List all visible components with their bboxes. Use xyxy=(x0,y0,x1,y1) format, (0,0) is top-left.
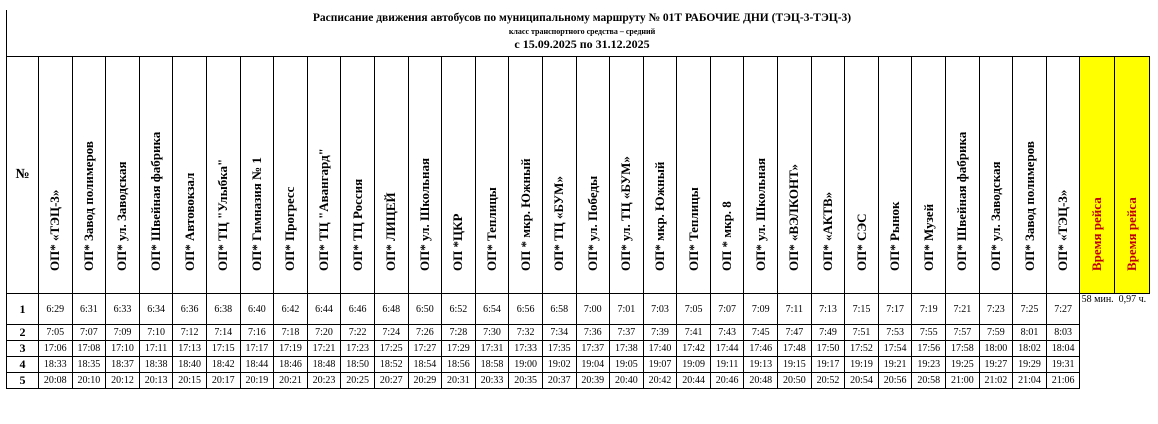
stop-name: ОП* «ТЭЦ-3» xyxy=(1055,189,1071,271)
column-header-stop xyxy=(878,57,912,294)
stop-name: ОП* Теплицы xyxy=(484,187,500,271)
column-header-number: № xyxy=(7,57,39,294)
departure-time: 7:05 xyxy=(677,294,711,325)
column-header-stop xyxy=(173,57,207,294)
departure-time: 7:41 xyxy=(677,325,711,341)
departure-time: 7:57 xyxy=(946,325,980,341)
stop-name: ОП * мкр. 8 xyxy=(719,201,735,271)
column-header-stop xyxy=(610,57,644,294)
departure-time: 19:21 xyxy=(878,357,912,373)
column-header-stop xyxy=(240,57,274,294)
departure-time: 19:23 xyxy=(912,357,946,373)
departure-time: 19:07 xyxy=(643,357,677,373)
trip-number: 2 xyxy=(7,325,39,341)
column-header-stop xyxy=(1013,57,1047,294)
trip-time-label: Время рейса xyxy=(1089,197,1105,271)
stop-name: ОП* СЭС xyxy=(853,213,869,271)
departure-time: 17:08 xyxy=(72,341,106,357)
departure-time: 17:48 xyxy=(778,341,812,357)
column-header-trip-time xyxy=(1115,57,1150,294)
departure-time: 19:09 xyxy=(677,357,711,373)
departure-time: 18:33 xyxy=(39,357,73,373)
stop-name: ОП* Завод полимеров xyxy=(1021,141,1037,271)
departure-time: 18:50 xyxy=(341,357,375,373)
column-header-stop xyxy=(442,57,476,294)
stop-name: ОП* ул. Школьная xyxy=(416,157,432,271)
departure-time: 19:02 xyxy=(542,357,576,373)
departure-time: 17:42 xyxy=(677,341,711,357)
departure-time: 20:31 xyxy=(442,373,476,389)
schedule-header xyxy=(6,10,1157,56)
departure-time: 7:19 xyxy=(912,294,946,325)
departure-time: 17:44 xyxy=(710,341,744,357)
trip-number: 1 xyxy=(7,294,39,325)
departure-time: 6:58 xyxy=(542,294,576,325)
departure-time: 20:25 xyxy=(341,373,375,389)
departure-time: 7:47 xyxy=(778,325,812,341)
empty-cell xyxy=(1080,357,1115,373)
departure-time: 7:09 xyxy=(106,325,140,341)
departure-time: 19:19 xyxy=(845,357,879,373)
trip-number: 5 xyxy=(7,373,39,389)
table-row xyxy=(7,357,1150,373)
departure-time: 17:46 xyxy=(744,341,778,357)
departure-time: 17:35 xyxy=(542,341,576,357)
stop-name: ОП* Рынок xyxy=(887,201,903,271)
departure-time: 17:23 xyxy=(341,341,375,357)
stop-name: ОП* ЛИЦЕЙ xyxy=(383,192,399,271)
departure-time: 7:01 xyxy=(610,294,644,325)
departure-time: 7:14 xyxy=(206,325,240,341)
departure-time: 7:20 xyxy=(307,325,341,341)
stop-name: ОП* Автовокзал xyxy=(181,172,197,271)
departure-time: 7:07 xyxy=(72,325,106,341)
departure-time: 20:54 xyxy=(845,373,879,389)
stop-name: ОП* Швейная фабрика xyxy=(148,131,164,271)
stop-name: ОП* «ТЭЦ-3» xyxy=(47,189,63,271)
departure-time: 17:27 xyxy=(408,341,442,357)
departure-time: 20:13 xyxy=(139,373,173,389)
departure-time: 19:31 xyxy=(1046,357,1080,373)
column-header-stop xyxy=(509,57,543,294)
departure-time: 20:10 xyxy=(72,373,106,389)
departure-time: 7:07 xyxy=(710,294,744,325)
departure-time: 17:13 xyxy=(173,341,207,357)
departure-time: 20:37 xyxy=(542,373,576,389)
column-header-stop xyxy=(845,57,879,294)
departure-time: 20:17 xyxy=(206,373,240,389)
departure-time: 18:56 xyxy=(442,357,476,373)
empty-cell xyxy=(1115,373,1150,389)
departure-time: 17:56 xyxy=(912,341,946,357)
departure-time: 20:50 xyxy=(778,373,812,389)
departure-time: 7:36 xyxy=(576,325,610,341)
departure-time: 18:00 xyxy=(979,341,1013,357)
departure-time: 21:06 xyxy=(1046,373,1080,389)
departure-time: 6:48 xyxy=(374,294,408,325)
departure-time: 20:42 xyxy=(643,373,677,389)
departure-time: 17:06 xyxy=(39,341,73,357)
departure-time: 18:58 xyxy=(475,357,509,373)
departure-time: 18:02 xyxy=(1013,341,1047,357)
stop-name: ОП* ул. Заводская xyxy=(987,161,1003,271)
departure-time: 21:00 xyxy=(946,373,980,389)
departure-time: 7:12 xyxy=(173,325,207,341)
departure-time: 17:10 xyxy=(106,341,140,357)
stop-name: ОП* мкр. Южный xyxy=(651,161,667,271)
departure-time: 7:43 xyxy=(710,325,744,341)
date-range: с 15.09.2025 по 31.12.2025 xyxy=(514,37,650,51)
departure-time: 19:00 xyxy=(509,357,543,373)
departure-time: 17:33 xyxy=(509,341,543,357)
departure-time: 20:33 xyxy=(475,373,509,389)
departure-time: 7:16 xyxy=(240,325,274,341)
departure-time: 20:44 xyxy=(677,373,711,389)
column-header-stop xyxy=(139,57,173,294)
column-header-stop xyxy=(912,57,946,294)
column-header-stop xyxy=(39,57,73,294)
stop-name: ОП* ул. Победы xyxy=(584,175,600,271)
column-header-stop xyxy=(643,57,677,294)
departure-time: 7:27 xyxy=(1046,294,1080,325)
table-row xyxy=(7,325,1150,341)
column-header-stop xyxy=(206,57,240,294)
column-header-stop xyxy=(542,57,576,294)
departure-time: 7:32 xyxy=(509,325,543,341)
column-header-stop xyxy=(106,57,140,294)
departure-time: 17:29 xyxy=(442,341,476,357)
departure-time: 20:35 xyxy=(509,373,543,389)
departure-time: 19:25 xyxy=(946,357,980,373)
departure-time: 7:00 xyxy=(576,294,610,325)
departure-time: 6:42 xyxy=(274,294,308,325)
departure-time: 7:45 xyxy=(744,325,778,341)
stop-name: ОП* Прогресс xyxy=(282,186,298,271)
departure-time: 18:54 xyxy=(408,357,442,373)
departure-time: 7:55 xyxy=(912,325,946,341)
departure-time: 6:34 xyxy=(139,294,173,325)
column-header-stop xyxy=(710,57,744,294)
departure-time: 20:15 xyxy=(173,373,207,389)
trip-duration-hours: 0,97 ч. xyxy=(1118,294,1147,305)
departure-time: 7:25 xyxy=(1013,294,1047,325)
departure-time: 7:26 xyxy=(408,325,442,341)
stop-name: ОП * мкр. Южный xyxy=(517,158,533,271)
departure-time: 17:37 xyxy=(576,341,610,357)
empty-cell xyxy=(1115,357,1150,373)
column-header-stop xyxy=(677,57,711,294)
column-header-stop xyxy=(946,57,980,294)
column-header-stop xyxy=(374,57,408,294)
departure-time: 17:54 xyxy=(878,341,912,357)
stop-name: ОП* ТЦ «БУМ» xyxy=(551,176,567,271)
departure-time: 19:27 xyxy=(979,357,1013,373)
departure-time: 21:04 xyxy=(1013,373,1047,389)
departure-time: 20:40 xyxy=(610,373,644,389)
departure-time: 7:11 xyxy=(778,294,812,325)
departure-time: 19:13 xyxy=(744,357,778,373)
departure-time: 20:23 xyxy=(307,373,341,389)
stop-name: ОП* Музей xyxy=(920,203,936,271)
departure-time: 6:29 xyxy=(39,294,73,325)
departure-time: 7:13 xyxy=(811,294,845,325)
departure-time: 7:23 xyxy=(979,294,1013,325)
departure-time: 6:56 xyxy=(509,294,543,325)
departure-time: 7:10 xyxy=(139,325,173,341)
column-header-stop xyxy=(1046,57,1080,294)
departure-time: 7:51 xyxy=(845,325,879,341)
departure-time: 18:52 xyxy=(374,357,408,373)
departure-time: 6:50 xyxy=(408,294,442,325)
table-row xyxy=(7,341,1150,357)
departure-time: 7:34 xyxy=(542,325,576,341)
departure-time: 18:46 xyxy=(274,357,308,373)
schedule-table xyxy=(6,56,1150,389)
departure-time: 18:38 xyxy=(139,357,173,373)
departure-time: 18:37 xyxy=(106,357,140,373)
departure-time: 17:11 xyxy=(139,341,173,357)
departure-time: 6:36 xyxy=(173,294,207,325)
stop-name: ОП* Гимназия № 1 xyxy=(248,157,264,271)
departure-time: 6:52 xyxy=(442,294,476,325)
table-row xyxy=(7,294,1150,325)
empty-cell xyxy=(1080,341,1115,357)
departure-time: 7:37 xyxy=(610,325,644,341)
departure-time: 7:15 xyxy=(845,294,879,325)
departure-time: 6:54 xyxy=(475,294,509,325)
departure-time: 18:04 xyxy=(1046,341,1080,357)
departure-time: 7:49 xyxy=(811,325,845,341)
departure-time: 20:12 xyxy=(106,373,140,389)
stop-name: ОП* «АКТВ» xyxy=(819,191,835,271)
departure-time: 20:21 xyxy=(274,373,308,389)
departure-time: 6:46 xyxy=(341,294,375,325)
departure-time: 6:44 xyxy=(307,294,341,325)
departure-time: 21:02 xyxy=(979,373,1013,389)
departure-time: 20:46 xyxy=(710,373,744,389)
departure-time: 7:05 xyxy=(39,325,73,341)
column-header-trip-time xyxy=(1080,57,1115,294)
departure-time: 19:15 xyxy=(778,357,812,373)
table-row xyxy=(7,373,1150,389)
column-header-stop xyxy=(307,57,341,294)
stop-name: ОП* «ВЭЛКОНТ» xyxy=(786,164,802,271)
departure-time: 18:40 xyxy=(173,357,207,373)
column-header-stop xyxy=(341,57,375,294)
stop-name: ОП* ТЦ "Авангард" xyxy=(316,148,332,271)
departure-time: 20:27 xyxy=(374,373,408,389)
departure-time: 8:01 xyxy=(1013,325,1047,341)
stop-name: ОП* ул. ТЦ «БУМ» xyxy=(618,156,634,271)
departure-time: 20:08 xyxy=(39,373,73,389)
departure-time: 19:17 xyxy=(811,357,845,373)
stop-name: ОП* ТЦ "Улыбка" xyxy=(215,158,231,271)
departure-time: 7:24 xyxy=(374,325,408,341)
departure-time: 7:28 xyxy=(442,325,476,341)
empty-cell xyxy=(1080,325,1115,341)
departure-time: 19:11 xyxy=(710,357,744,373)
departure-time: 17:50 xyxy=(811,341,845,357)
departure-time: 18:42 xyxy=(206,357,240,373)
departure-time: 17:21 xyxy=(307,341,341,357)
departure-time: 17:17 xyxy=(240,341,274,357)
departure-time: 7:30 xyxy=(475,325,509,341)
departure-time: 7:53 xyxy=(878,325,912,341)
stop-name: ОП *ЦКР xyxy=(450,213,466,271)
departure-time: 7:18 xyxy=(274,325,308,341)
departure-time: 20:58 xyxy=(912,373,946,389)
trip-number: 3 xyxy=(7,341,39,357)
departure-time: 7:03 xyxy=(643,294,677,325)
departure-time: 19:04 xyxy=(576,357,610,373)
departure-time: 17:52 xyxy=(845,341,879,357)
departure-time: 7:21 xyxy=(946,294,980,325)
departure-time: 6:38 xyxy=(206,294,240,325)
departure-time: 6:31 xyxy=(72,294,106,325)
column-header-stop xyxy=(475,57,509,294)
departure-time: 18:35 xyxy=(72,357,106,373)
column-header-stop xyxy=(408,57,442,294)
vehicle-class: класс транспортного средства – средний xyxy=(508,27,656,36)
header-row xyxy=(7,57,1150,294)
departure-time: 7:39 xyxy=(643,325,677,341)
departure-time: 18:44 xyxy=(240,357,274,373)
empty-cell xyxy=(1115,341,1150,357)
departure-time: 20:29 xyxy=(408,373,442,389)
column-header-stop xyxy=(979,57,1013,294)
empty-cell xyxy=(1080,373,1115,389)
column-header-stop xyxy=(778,57,812,294)
schedule-title: Расписание движения автобусов по муниципальному маршруту № 01Т РАБОЧИЕ ДНИ (ТЭЦ-3-ТЭЦ-3) xyxy=(312,12,852,24)
departure-time: 17:38 xyxy=(610,341,644,357)
departure-time: 17:19 xyxy=(274,341,308,357)
trip-number: 4 xyxy=(7,357,39,373)
departure-time: 7:17 xyxy=(878,294,912,325)
empty-cell xyxy=(1115,325,1150,341)
departure-time: 20:56 xyxy=(878,373,912,389)
column-header-stop xyxy=(72,57,106,294)
departure-time: 17:15 xyxy=(206,341,240,357)
stop-name: ОП* Швейная фабрика xyxy=(954,131,970,271)
stop-name: ОП* ТЦ Россия xyxy=(349,178,365,271)
departure-time: 20:48 xyxy=(744,373,778,389)
departure-time: 19:29 xyxy=(1013,357,1047,373)
stop-name: ОП* ул. Заводская xyxy=(114,161,130,271)
departure-time: 8:03 xyxy=(1046,325,1080,341)
departure-time: 7:59 xyxy=(979,325,1013,341)
departure-time: 17:40 xyxy=(643,341,677,357)
stop-name: ОП* ул. Школьная xyxy=(752,157,768,271)
departure-time: 18:48 xyxy=(307,357,341,373)
departure-time: 6:33 xyxy=(106,294,140,325)
stop-name: ОП* Теплицы xyxy=(685,187,701,271)
column-header-stop xyxy=(744,57,778,294)
column-header-stop xyxy=(274,57,308,294)
column-header-stop xyxy=(576,57,610,294)
departure-time: 7:09 xyxy=(744,294,778,325)
departure-time: 17:58 xyxy=(946,341,980,357)
departure-time: 19:05 xyxy=(610,357,644,373)
stop-name: ОП* Завод полимеров xyxy=(80,141,96,271)
departure-time: 6:40 xyxy=(240,294,274,325)
departure-time: 20:52 xyxy=(811,373,845,389)
departure-time: 17:31 xyxy=(475,341,509,357)
trip-duration-minutes: 58 мин. xyxy=(1081,294,1114,305)
departure-time: 20:19 xyxy=(240,373,274,389)
column-header-stop xyxy=(811,57,845,294)
departure-time: 7:22 xyxy=(341,325,375,341)
trip-time-label: Время рейса xyxy=(1124,197,1140,271)
departure-time: 20:39 xyxy=(576,373,610,389)
departure-time: 17:25 xyxy=(374,341,408,357)
